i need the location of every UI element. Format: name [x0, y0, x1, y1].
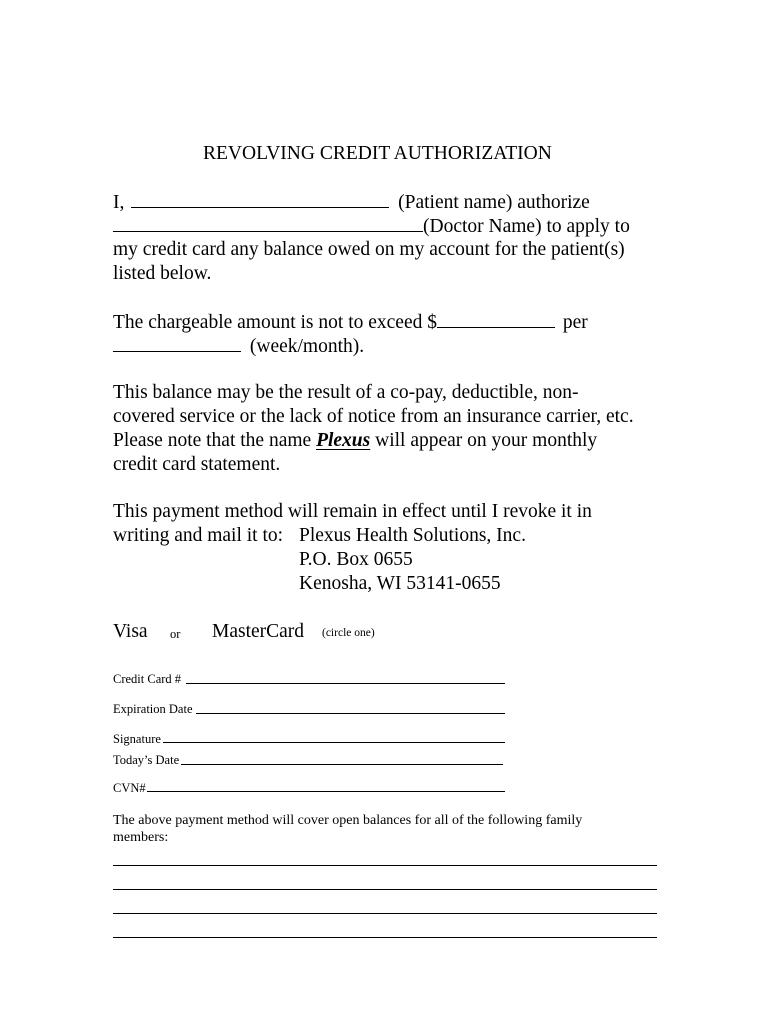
chargeable-amount-row: [113, 310, 588, 335]
patient-name-prefix: I,: [113, 192, 125, 213]
para3-line3: [113, 429, 597, 453]
option-or: or: [170, 627, 181, 641]
patient-name-suffix: (Patient name) authorize: [398, 192, 590, 213]
para3-line3-suffix: will appear on your monthly: [375, 430, 598, 451]
address-city: Kenosha, WI 53141-0655: [299, 573, 501, 594]
credit-card-label: Credit Card #: [113, 672, 182, 686]
family-member-line-4[interactable]: [113, 937, 657, 938]
period-row: [113, 334, 364, 359]
period-suffix: (week/month).: [249, 336, 365, 357]
cvn-line[interactable]: [147, 791, 505, 792]
para1-line4: listed below.: [113, 263, 212, 284]
form-title: REVOLVING CREDIT AUTHORIZATION: [203, 143, 552, 164]
option-mastercard[interactable]: MasterCard: [212, 621, 305, 642]
para3-line1: This balance may be the result of a co-pay, deductible, non-: [113, 382, 579, 403]
credit-card-line[interactable]: [186, 683, 505, 684]
family-member-line-3[interactable]: [113, 913, 657, 914]
circle-one-hint: (circle one): [322, 627, 375, 639]
para3-line3-prefix: Please note that the name: [113, 430, 312, 451]
para4-line1: This payment method will remain in effect until I revoke it in: [113, 501, 592, 522]
todays-date-label: Today’s Date: [113, 753, 180, 767]
signature-label: Signature: [113, 732, 161, 746]
address-po-box: P.O. Box 0655: [299, 549, 413, 570]
plexus-name: Plexus: [316, 430, 371, 451]
todays-date-line[interactable]: [181, 764, 503, 765]
doctor-name-suffix: (Doctor Name) to apply to: [423, 216, 630, 237]
patient-name-row: [113, 190, 590, 215]
address-company: Plexus Health Solutions, Inc.: [299, 525, 526, 546]
patient-name-blank[interactable]: [131, 190, 389, 208]
para1-line3: my credit card any balance owed on my account for the patient(s): [113, 239, 625, 260]
chargeable-amount-blank[interactable]: [437, 310, 555, 328]
period-blank[interactable]: [113, 334, 241, 352]
doctor-name-row: [113, 214, 630, 239]
para3-line2: covered service or the lack of notice from an insurance carrier, etc.: [113, 406, 634, 427]
family-text-line2: members:: [113, 830, 169, 845]
option-visa[interactable]: Visa: [113, 621, 148, 642]
para3-line4: credit card statement.: [113, 454, 281, 475]
family-member-line-1[interactable]: [113, 865, 657, 866]
doctor-name-blank[interactable]: [113, 214, 423, 232]
signature-line[interactable]: [163, 742, 505, 743]
chargeable-amount-prefix: The chargeable amount is not to exceed $: [113, 312, 437, 333]
chargeable-amount-per: per: [562, 312, 588, 333]
family-text-line1: The above payment method will cover open balances for all of the following family: [113, 813, 583, 828]
cvn-label: CVN#: [113, 781, 146, 795]
expiration-date-label: Expiration Date: [113, 702, 193, 716]
para4-line2-prefix: writing and mail it to:: [113, 525, 284, 546]
expiration-date-line[interactable]: [196, 713, 505, 714]
family-member-line-2[interactable]: [113, 889, 657, 890]
